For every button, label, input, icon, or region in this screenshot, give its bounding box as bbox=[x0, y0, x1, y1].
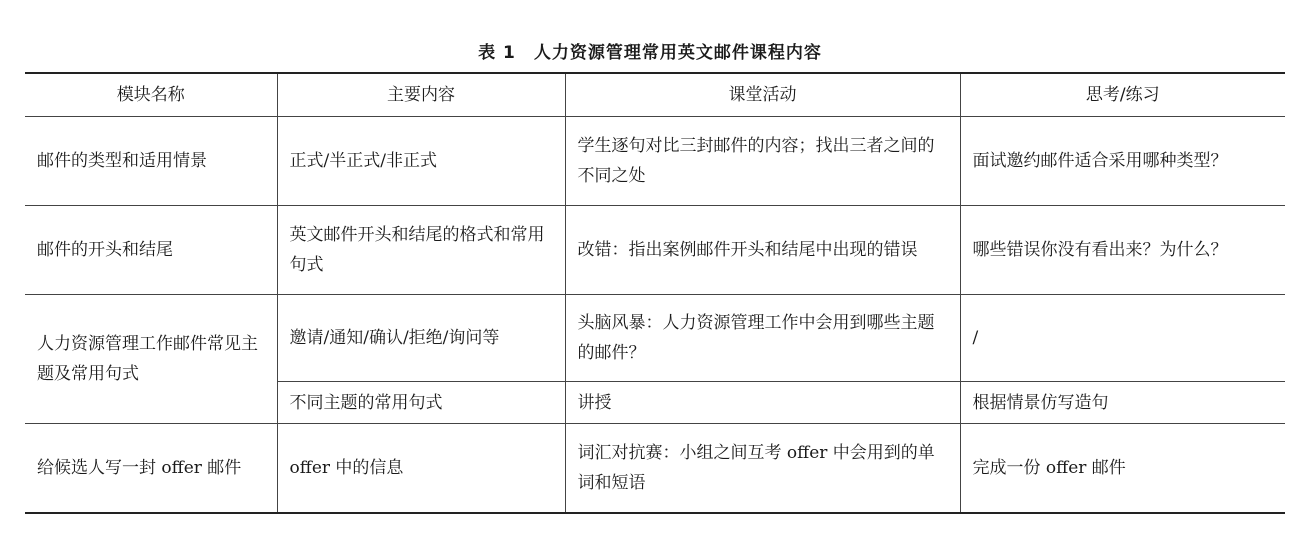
course-content-table bbox=[25, 72, 1285, 514]
cell-module: 人力资源管理工作邮件常见主题及常用句式 bbox=[25, 295, 277, 424]
table-caption bbox=[0, 38, 1300, 63]
cell-content: offer 中的信息 bbox=[277, 424, 565, 514]
header-activity: 课堂活动 bbox=[565, 73, 960, 117]
table-row bbox=[25, 117, 1285, 206]
cell-module: 邮件的开头和结尾 bbox=[25, 206, 277, 295]
cell-activity: 改错：指出案例邮件开头和结尾中出现的错误 bbox=[565, 206, 960, 295]
table-number: 表 1 bbox=[478, 43, 516, 63]
cell-content: 不同主题的常用句式 bbox=[277, 382, 565, 424]
table-header-row bbox=[25, 73, 1285, 117]
cell-activity: 词汇对抗赛：小组之间互考 offer 中会用到的单词和短语 bbox=[565, 424, 960, 514]
cell-content: 英文邮件开头和结尾的格式和常用句式 bbox=[277, 206, 565, 295]
cell-activity: 头脑风暴：人力资源管理工作中会用到哪些主题的邮件？ bbox=[565, 295, 960, 382]
cell-exercise: 面试邀约邮件适合采用哪种类型？ bbox=[960, 117, 1285, 206]
cell-content: 正式/半正式/非正式 bbox=[277, 117, 565, 206]
cell-exercise: 哪些错误你没有看出来？为什么？ bbox=[960, 206, 1285, 295]
header-content: 主要内容 bbox=[277, 73, 565, 117]
cell-module: 给候选人写一封 offer 邮件 bbox=[25, 424, 277, 514]
table-row bbox=[25, 424, 1285, 514]
table-title: 人力资源管理常用英文邮件课程内容 bbox=[533, 43, 822, 63]
table-row bbox=[25, 295, 1285, 382]
cell-content: 邀请/通知/确认/拒绝/询问等 bbox=[277, 295, 565, 382]
cell-exercise: 根据情景仿写造句 bbox=[960, 382, 1285, 424]
table-row bbox=[25, 206, 1285, 295]
cell-module: 邮件的类型和适用情景 bbox=[25, 117, 277, 206]
header-module: 模块名称 bbox=[25, 73, 277, 117]
cell-activity: 学生逐句对比三封邮件的内容；找出三者之间的不同之处 bbox=[565, 117, 960, 206]
cell-exercise: 完成一份 offer 邮件 bbox=[972, 458, 1126, 478]
cell-activity: 讲授 bbox=[565, 382, 960, 424]
header-exercise: 思考/练习 bbox=[960, 73, 1285, 117]
cell-exercise: / bbox=[960, 295, 1285, 382]
